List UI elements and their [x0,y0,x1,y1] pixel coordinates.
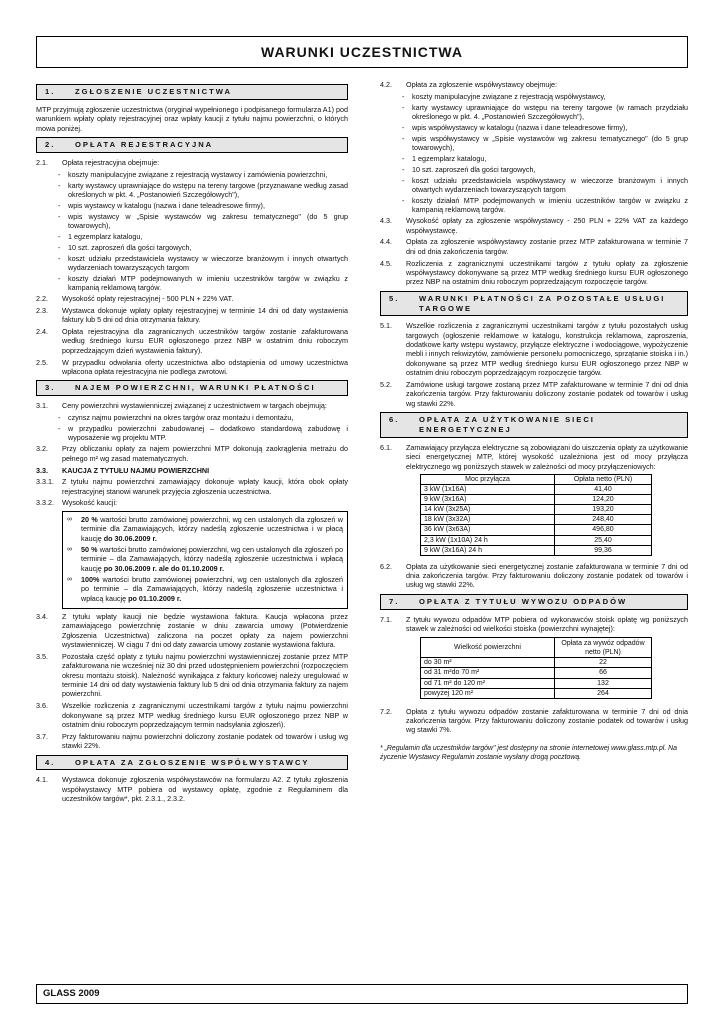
list-item: - koszty działań MTP podejmowanych w imieniu uczestników targów w związku z kampanią reklamową targów. [58,273,348,293]
list-item: - 1 egzemplarz katalogu, [402,154,688,163]
list-item-text: koszty działań MTP podejmowanych w imieniu uczestników targów w związku z kampanią reklamową targów. [68,273,348,293]
list-item: - wpis wystawcy w „Spisie wystawców wg zakresu tematycznego" (do 5 grup towarowych), [58,211,348,230]
table-cell: 9 kW (3x16A) [421,495,555,505]
clause-text: Rozliczenia z zagranicznymi uczestnikami targów z tytułu opłaty za zgłoszenie współwystawcy dokonywane są przez MTP według średniego kursu EUR ogłoszonego przez NBP na ostatnim dniu roboczym poprzedzającym rozpoczęcie targów. [406,258,688,287]
deposit-deadline: po 01.10.2009 r. [128,593,182,603]
clause [380,259,688,287]
table-cell: 496,80 [555,525,652,535]
clause-3-1 [36,401,348,410]
clause-text: W przypadku odwołania oferty uczestnictwa albo odstąpienia od umowy uczestnictwa wpłacona opłata rejestracyjna nie podlega zwrotowi. [62,357,348,376]
clause-2-1 [36,158,348,167]
section-number: 1. [45,87,56,96]
deposit-rate-item [67,515,343,543]
clause-number: 3.5. [36,651,48,661]
table-row [421,668,652,678]
clause [36,701,348,729]
clause [36,612,348,649]
section-title: WARUNKI PŁATNOŚCI ZA POZOSTAŁE USŁUGI TARGOWE [419,293,666,313]
table-row [421,495,652,505]
list-item-text: wpis wystawcy w katalogu (nazwa i dane teleadresowe firmy), [68,200,265,210]
deposit-description: wartości brutto zamówionej powierzchni, wg cen ustalonych dla zgłoszeń po terminie – dla Zamawiających, którzy nadeślą zgłoszenie uczestnictwa i wpłacą kaucję [81,544,343,573]
table-cell: powyżej 120 m² [421,688,555,698]
list-item-text: koszty działań MTP podejmowanych w imieniu uczestników targów w związku z kampanią reklamową targów. [412,195,688,215]
table-row [421,505,652,515]
list-item-text: koszt udziału przedstawiciela wystawcy w wieczorze branżowym i innych otwartych wydarzeniach towarzyszących targom [68,253,348,272]
list-item: - wpis wystawcy w katalogu (nazwa i dane teleadresowe firmy), [58,201,348,210]
table-header-row [421,474,652,484]
list-item-text: czynsz najmu powierzchni na okres targów oraz montażu i demontażu, [68,413,294,423]
list-item-text: 10 szt. zaproszeń dla gości targowych, [68,242,192,252]
list-item: - czynsz najmu powierzchni na okres targów oraz montażu i demontażu, [58,413,348,422]
clause-number: 2.4. [36,327,48,337]
list-item: - wpis współwystawcy w katalogu (nazwa i dane teleadresowe firmy), [402,123,688,132]
clause-6-1 [380,443,688,471]
table-row [421,535,652,545]
clause-number: 4.5. [380,258,392,268]
table-cell: 3 kW (1x16A) [421,485,555,495]
clause [36,327,348,355]
clause-text: Z tytułu wpłaty kaucji nie będzie wystawiona faktura. Kaucja wpłacona przez zamawiającego powierzchnię zostanie w dniu zawarcia umowy (Potwierdzenie Zgłoszenia Uczestnictwa) zaliczona na poczet opłaty za najem powierzchni wystawienniczej. W ciągu 7 dni od daty zawarcia umowy zostanie wystawiona faktura. [62,612,348,650]
clause-number: 4.4. [380,237,392,247]
table-cell: 9 kW (3x16A) 24 h [421,545,555,555]
clause-text: Wystawca dokonuje wpłaty opłaty rejestracyjnej w terminie 14 dni od daty wystawienia faktury lub 5 dni od dnia otrzymania faktury. [62,305,348,325]
deposit-percent: 20 % [81,514,98,524]
table-header-cell: Opłata za wywóz odpadów netto (PLN) [555,638,652,658]
table-cell: 264 [555,688,652,698]
table-row [421,515,652,525]
clause-number: 7.2. [380,706,392,716]
right-column [380,80,688,763]
section-number: 6. [389,415,400,425]
list-item: - w przypadku powierzchni zabudowanej – dodatkowo standardową zabudowę i wyposażenie wg projektu MTP. [58,423,348,443]
list-item-text: koszty manipulacyjne związane z rejestracją współwystawcy, [412,91,606,101]
clause-number: 3.4. [36,612,48,622]
table-cell: 14 kW (3x25A) [421,505,555,515]
deposit-description: wartości brutto zamówionej powierzchni, wg cen ustalonych dla zgłoszeń po terminie – dla Zamawiających, którzy nadeślą zgłoszenie uczestnictwa i wpłacą kaucję [81,574,343,603]
waste-rates-table [420,637,652,698]
list-item: - koszt udziału przedstawiciela współwystawcy w wieczorze branżowym i innych otwartych wydarzeniach towarzyszących targom [402,175,688,195]
clause [36,358,348,377]
clause-number: 3.7. [36,731,48,741]
deposit-percent: 50 % [81,544,98,554]
clause-number: 2.3. [36,305,48,315]
table-header-cell: Opłata netto (PLN) [555,474,652,484]
clause-text: Ceny powierzchni wystawienniczej związanej z uczestnictwem w targach obejmują: [62,401,327,411]
table-cell: 132 [555,678,652,688]
left-column [36,80,348,806]
list-item-text: wpis współwystawcy w katalogu (nazwa i dane teleadresowe firmy), [412,122,628,132]
clause-3-2 [36,444,348,463]
subsection-3-3-header [36,466,348,475]
clause-3-3-2 [36,498,348,507]
clause-6-2 [380,562,688,590]
table-header-cell: Wielkość powierzchni [421,638,555,658]
deposit-percent: 100% [81,574,100,584]
clause-number: 7.1. [380,614,392,624]
clause-number: 2.1. [36,157,48,167]
list-item-text: wpis wystawcy w „Spisie wystawców wg zakresu tematycznego" (do 5 grup towarowych), [68,211,348,230]
section-number: 3. [45,383,56,393]
deposit-description: wartości brutto zamówionej powierzchni, wg cen ustalonych dla zgłoszeń w terminie dla Zamawiających, którzy nadeślą zgłoszenie uczestnictwa i w płacą kaucję [81,514,343,543]
deposit-rate-item [67,575,343,603]
subsection-title: KAUCJA Z TYTUŁU NAJMU POWIERZCHNI [62,465,210,475]
section-2-header [36,137,348,153]
clause-4-1 [36,775,348,803]
clause-number: 2.5. [36,357,48,367]
list-item: - 1 egzemplarz katalogu, [58,232,348,241]
table-row [421,545,652,555]
clause-text: Przy obliczaniu opłaty za najem powierzchni MTP dokonują zaokrąglenia metrażu do pełnego m² wg zasad matematycznych. [62,444,348,463]
list-item: - koszt udziału przedstawiciela wystawcy w wieczorze branżowym i innych otwartych wydarzeniach towarzyszących targom [58,253,348,272]
clause-text: Z tytułu wywozu odpadów MTP pobiera od wykonawców stoisk opłatę wg poniższych stawek w zależności od wielkości stoiska (powierzchni wynajętej): [406,614,688,633]
deposit-deadline: po 30.06.2009 r. ale do 01.10.2009 r. [103,563,225,573]
list-item-text: w przypadku powierzchni zabudowanej – dodatkowo standardową zabudowę i wyposażenie wg projektu MTP. [68,423,348,443]
clause-text: Zamówione usługi targowe zostaną przez MTP zafakturowane w terminie 7 dni od dnia zakończenia targów. Przy fakturowaniu doliczony zostanie podatek od towarów i usług wg stawki 22%. [406,380,688,408]
clause-text: Wszelkie rozliczenia z zagranicznymi uczestnikami targów z tytułu pozostałych usług targowych (ogłoszenie reklamowe w katalogu, konstrukcja reklamowa, zaproszenia, dodatkowe karty wstępu wystawcy, przyłącze elektryczne i wodociągowe, wypożyczenie mebli i innych rekwizytów, zamówienie personelu pomocniczego, sprzątanie stoiska i in.) dokonywane są przez MTP według średniego kursu EUR ogłoszonego przez NBP w ostatnim dniu roboczym poprzedzającym rozpoczęcie targów. [406,321,688,378]
table-cell: 248,40 [555,515,652,525]
clause-number: 3.1. [36,401,48,411]
section-1-header [36,84,348,100]
table-cell: 41,40 [555,485,652,495]
clause [380,321,688,377]
section-4-header [36,755,348,771]
table-cell: 18 kW (3x32A) [421,515,555,525]
table-cell: 193,20 [555,505,652,515]
table-row [421,525,652,535]
clause-number: 5.2. [380,380,392,390]
table-cell: 2,3 kW (1x10A) 24 h [421,535,555,545]
clause-text: Opłata z tytułu wywozu odpadów zostanie zafakturowana w terminie 7 dni od dnia zakończenia targów. Przy fakturowaniu doliczony zostanie podatek od towarów i usług wg stawki 7%. [406,706,688,735]
clause [36,732,348,751]
clause-text: Wysokość kaucji: [62,498,118,508]
list-item-text: karty wystawcy uprawniające do wstępu na tereny targowe (w ramach przydziału określonego w pkt. 4. „Postanowień Szczegółowych"), [412,102,688,122]
clause-number: 3.3.2. [36,498,54,508]
clause-text: Opłata za zgłoszenie współwystawcy zostanie przez MTP zafakturowana w terminie 7 dni od dnia zakończenia targów. [406,237,688,256]
clause-number: 3.2. [36,444,48,454]
list-item-text: 1 egzemplarz katalogu, [68,231,143,241]
table-row [421,658,652,668]
table-cell: do 30 m² [421,658,555,668]
infinity-bullet-icon: ∞ [67,545,72,553]
clause-number: 4.2. [380,80,392,89]
section-title: ZGŁOSZENIE UCZESTNICTWA [75,87,232,96]
clause-number: 4.1. [36,775,48,785]
clause [36,652,348,699]
clause-text: Wysokość opłaty rejestracyjnej - 500 PLN + 22% VAT. [62,293,234,303]
infinity-bullet-icon: ∞ [67,575,72,583]
clause [36,306,348,325]
clause-text: Opłata za użytkowanie sieci energetycznej zostanie zafakturowana w terminie 7 dni od dnia zakończenia targów. Przy fakturowaniu doliczony zostanie podatek od towarów i usług wg stawki 22%. [406,561,688,590]
clause-7-2 [380,707,688,735]
table-cell: 66 [555,668,652,678]
clause-4-2 [380,80,688,89]
list-item: - karty wystawcy uprawniające do wstępu na tereny targowe (przyznawane według zasad określonych w pkt. 4. „Postanowień Szczegółowych"), [58,180,348,199]
clause-text: Wystawca dokonuje zgłoszenia współwystawców na formularzu A2. Z tytułu zgłoszenia współwystawcy MTP pobiera od wystawcy opłatę, zgodnie z Regulaminem dla uczestników targów*, pkt. 2.3.1., 2.3.2. [62,775,348,804]
table-cell: od 71 m² do 120 m² [421,678,555,688]
clause [380,216,688,235]
section-title: OPŁATA REJESTRACYJNA [75,139,214,149]
clause-text: Wysokość opłaty za zgłoszenie współwystawcy - 250 PLN + 22% VAT za każdego współwystawcę. [406,216,688,235]
section-3-header [36,380,348,396]
deposit-rate-item [67,545,343,573]
table-cell: 124,20 [555,495,652,505]
clause-text: Opłata rejestracyjna dla zagranicznych uczestników targów zostanie zafakturowana według średniego kursu EUR ogłoszonego przez NBP w ostatnim dniu roboczym poprzedzającym dzień wystawienia faktury). [62,327,348,355]
section-title: OPŁATA Z TYTUŁU WYWOZU ODPADÓW [419,596,628,606]
clause-text: Zamawiający przyłącza elektryczne są zobowiązani do uiszczenia opłaty za użytkowanie sieci energetycznej MTP, której wysokość uzależniona jest od mocy przyłącza elektrycznego wg poniższych stawek w zależności od mocy przyłączeniowych: [406,442,688,471]
section-5-header [380,291,688,317]
clause-3-3-1 [36,477,348,496]
list-item-text: koszt udziału przedstawiciela współwystawcy w wieczorze branżowym i innych otwartych wydarzeniach towarzyszących targom [412,175,688,195]
footnote: * „Regulamin dla uczestników targów" jest dostępny na stronie internetowej www.glass.mtp.pl. Na życzenie Wystawcy Regulamin zostanie wysłany drogą pocztową. [380,744,677,761]
table-cell: 99,36 [555,545,652,555]
clause-number: 3.6. [36,701,48,711]
section-7-header [380,594,688,610]
clause-number: 2.2. [36,293,48,303]
clause [36,294,348,303]
infinity-bullet-icon: ∞ [67,515,72,523]
section-title: OPŁATA ZA UŻYTKOWANIE SIECI ENERGETYCZNEJ [419,415,595,434]
list-item: - karty wystawcy uprawniające do wstępu na tereny targowe (w ramach przydziału określonego w pkt. 4. „Postanowień Szczegółowych"), [402,102,688,122]
section-title: NAJEM POWIERZCHNI, WARUNKI PŁATNOŚCI [75,383,316,393]
clause-text: Przy fakturowaniu najmu powierzchni doliczony zostanie podatek od towarów i usług wg stawki 22%. [62,731,348,751]
clause-number: 4.3. [380,216,392,226]
table-row [421,485,652,495]
section-number: 2. [45,139,56,149]
section-number: 4. [45,757,56,767]
clause-number: 5.1. [380,321,392,331]
list-item: - koszty manipulacyjne związane z rejestracją wystawcy i zamówienia powierzchni, [58,170,348,179]
power-rates-table [420,474,652,556]
clause-number: 6.1. [380,442,392,452]
clause-text: Wszelkie rozliczenia z zagranicznymi uczestnikami targów z tytułu najmu powierzchni dokonywane są przez MTP według średniego kursu EUR ogłoszonego przez NBP w ostatnim dniu roboczym poprzedzającym termin nadsyłania zgłoszeń). [62,701,348,729]
list-item: - 10 szt. zaproszeń dla gości targowych, [58,243,348,252]
table-header-cell: Moc przyłącza [421,474,555,484]
clause-number: 3.3. [36,465,48,475]
list-item: - 10 szt. zaproszeń dla gości targowych, [402,165,688,174]
clause [380,237,688,256]
section-title: OPŁATA ZA ZGŁOSZENIE WSPÓŁWYSTAWCY [75,757,310,767]
list-item: - koszty działań MTP podejmowanych w imieniu uczestników targów w związku z kampanią reklamową targów. [402,195,688,215]
table-cell: 36 kW (3x63A) [421,525,555,535]
clause-text: Pozostała część opłaty z tytułu najmu powierzchni wystawienniczej zostanie przez MTP zafakturowana nie wcześniej niż 30 dni przed udostępnieniem powierzchni (rozpoczęciem okresu montażu stoisk). Należność wynikająca z faktury końcowej należy uregulować w terminie 14 dni od daty wystawienia faktury lub 5 dni od dnia otrzymania faktury za najem powierzchni. [62,651,348,699]
table-row [421,688,652,698]
table-cell: 25,40 [555,535,652,545]
list-item-text: koszty manipulacyjne związane z rejestracją wystawcy i zamówienia powierzchni, [68,169,328,179]
clause [380,380,688,408]
section-number: 7. [389,596,400,606]
table-cell: od 31 m²do 70 m² [421,668,555,678]
clause-number: 6.2. [380,561,392,571]
clause-7-1 [380,615,688,634]
table-header-row [421,638,652,658]
clause-text: Z tytułu najmu powierzchni zamawiający dokonuje wpłaty kaucji, która obok opłaty rejestracyjnej stanowi warunek przyjęcia zgłoszenia uczestnictwa. [62,477,348,496]
list-item-text: karty wystawcy uprawniające do wstępu na tereny targowe (przyznawane według zasad określonych w pkt. 4. „Postanowień Szczegółowych"), [68,180,348,199]
list-item-text: 1 egzemplarz katalogu, [412,154,487,164]
section-6-header [380,412,688,438]
page-title: WARUNKI UCZESTNICTWA [36,36,688,68]
clause-text: Opłata rejestracyjna obejmuje: [62,157,160,167]
table-row [421,678,652,688]
clause-number: 3.3.1. [36,477,54,487]
deposit-deadline: do 30.06.2009 r. [103,533,157,543]
list-item: - koszty manipulacyjne związane z rejestracją współwystawcy, [402,92,688,101]
table-cell: 22 [555,658,652,668]
list-item: - wpis współwystawcy w „Spisie wystawców wg zakresu tematycznego" (do 5 grup towarowych), [402,133,688,153]
footer-label: GLASS 2009 [36,984,688,1004]
clause-text: Opłata za zgłoszenie współwystawcy obejmuje: [406,80,558,89]
list-item-text: wpis współwystawcy w „Spisie wystawców wg zakresu tematycznego" (do 5 grup towarowych), [412,133,688,153]
section-1-text: MTP przyjmują zgłoszenie uczestnictwa (oryginał wypełnionego i podpisanego formularza A1) pod warunkiem wpłaty opłaty rejestracyjnej oraz wpłaty kaucji z tytułu najmu powierzchni, o których mowa poniżej. [36,104,348,133]
list-item-text: 10 szt. zaproszeń dla gości targowych, [412,164,536,174]
section-number: 5. [389,293,400,303]
deposit-rates-box [62,511,348,609]
